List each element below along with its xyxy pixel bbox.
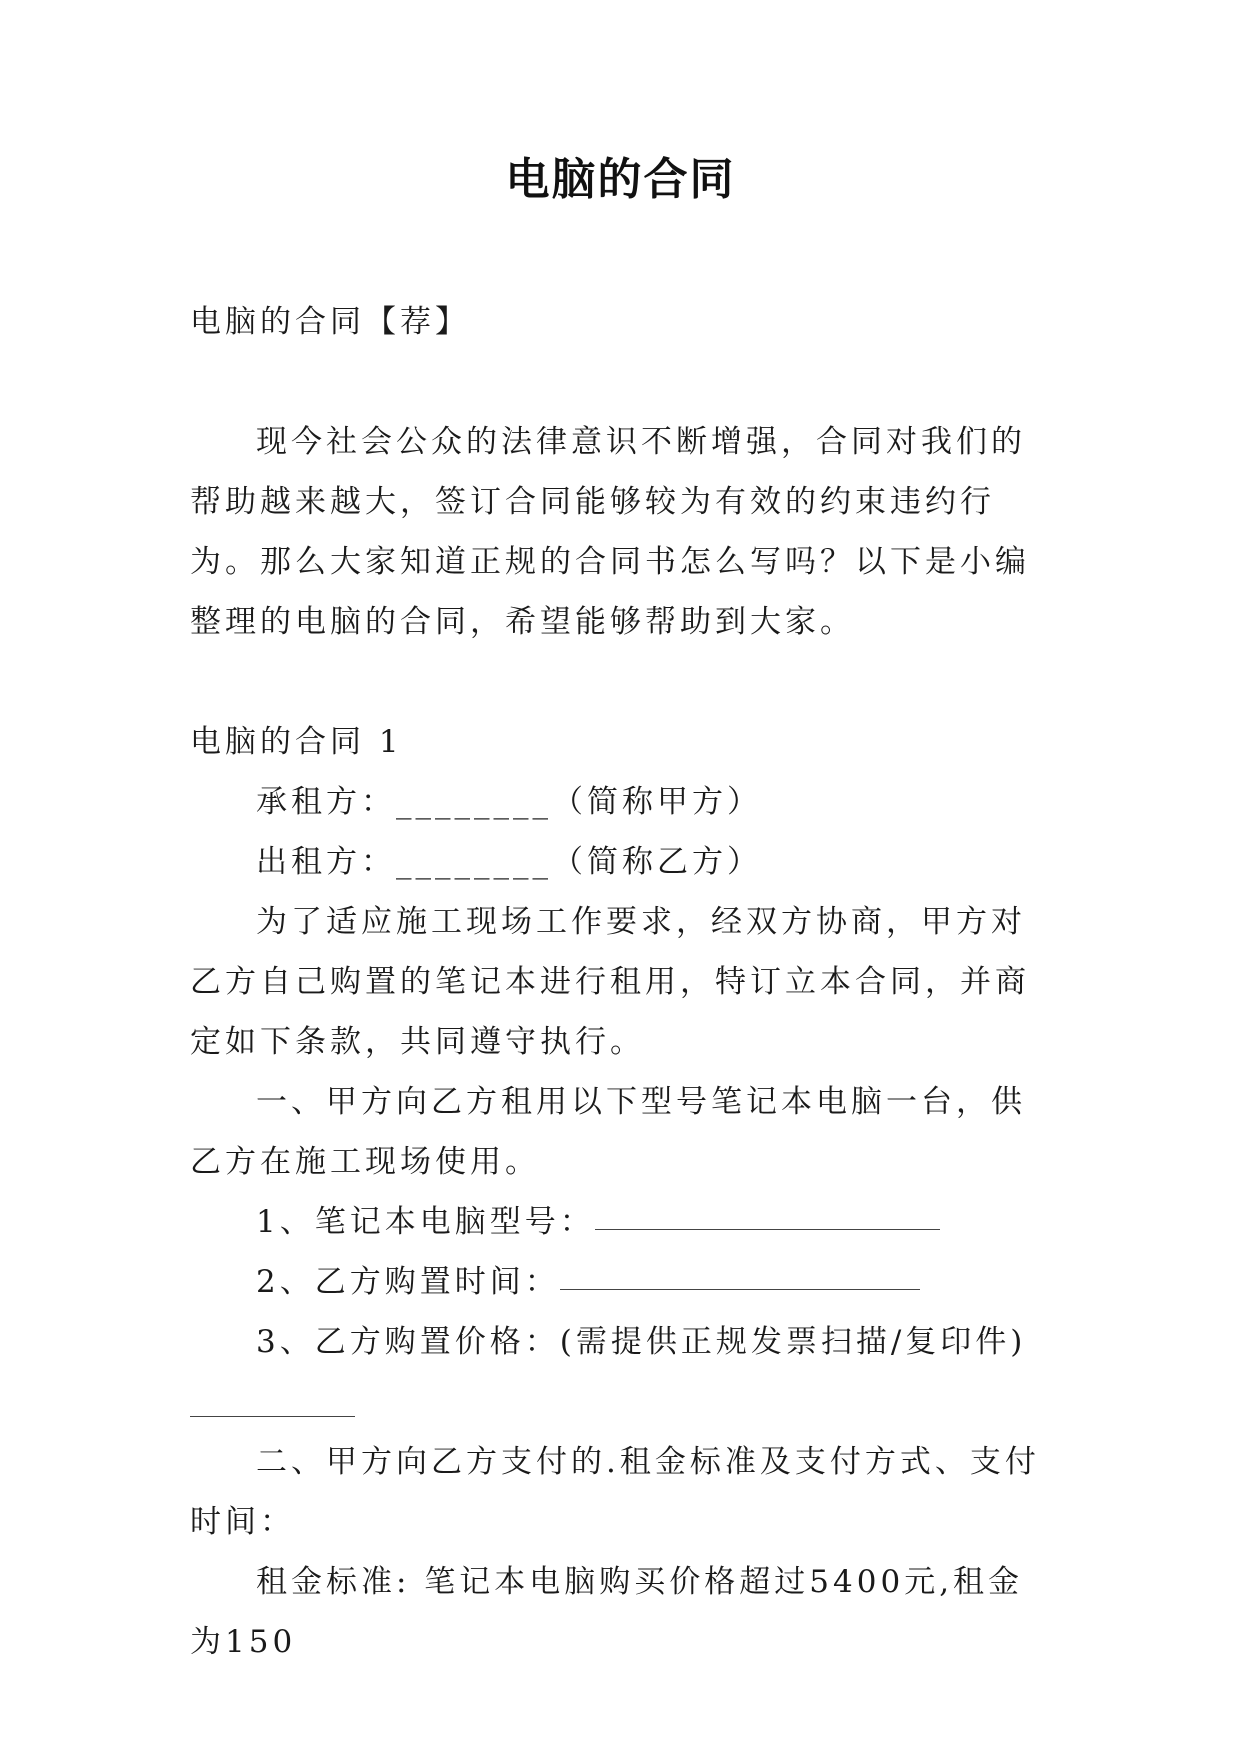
spacer [190,352,1052,412]
item-3-line: 3、乙方购置价格：(需提供正规发票扫描/复印件) [256,1324,1027,1360]
price-blank [190,1372,355,1432]
clause-1-paragraph: 一、甲方向乙方租用以下型号笔记本电脑一台，供乙方在施工现场使用。 [190,1084,1026,1180]
purchase-time-blank [560,1259,920,1290]
intro-paragraph: 现今社会公众的法律意识不断增强，合同对我们的帮助越来越大，签订合同能够较为有效的约束违约行为。那么大家知道正规的合同书怎么写吗？以下是小编整理的电脑的合同，希望能够帮助到大家。 [190,424,1030,640]
item-1-line [190,1192,1052,1252]
lessor-line: 出租方：________（简称乙方） [256,844,762,880]
lessee-line: 承租方：________（简称甲方） [256,784,762,820]
document-title: 电脑的合同 [505,154,736,205]
purpose-paragraph: 为了适应施工现场工作要求，经双方协商，甲方对乙方自己购置的笔记本进行租用，特订立本合同，并商定如下条款，共同遵守执行。 [190,904,1030,1060]
model-blank [595,1199,940,1230]
item-2-label: 2、乙方购置时间： [256,1264,560,1300]
clause-2-paragraph: 二、甲方向乙方支付的.租金标准及支付方式、支付时间： [190,1444,1040,1540]
section-title: 电脑的合同 1 [190,724,403,760]
rent-standard-line: 租金标准: 笔记本电脑购买价格超过5400元,租金为150 [190,1564,1024,1660]
item-1-label: 1、笔记本电脑型号： [256,1204,595,1240]
document-body [190,292,1052,1672]
document-subtitle: 电脑的合同【荐】 [190,304,470,340]
spacer [190,652,1052,712]
item-2-line [190,1252,1052,1312]
